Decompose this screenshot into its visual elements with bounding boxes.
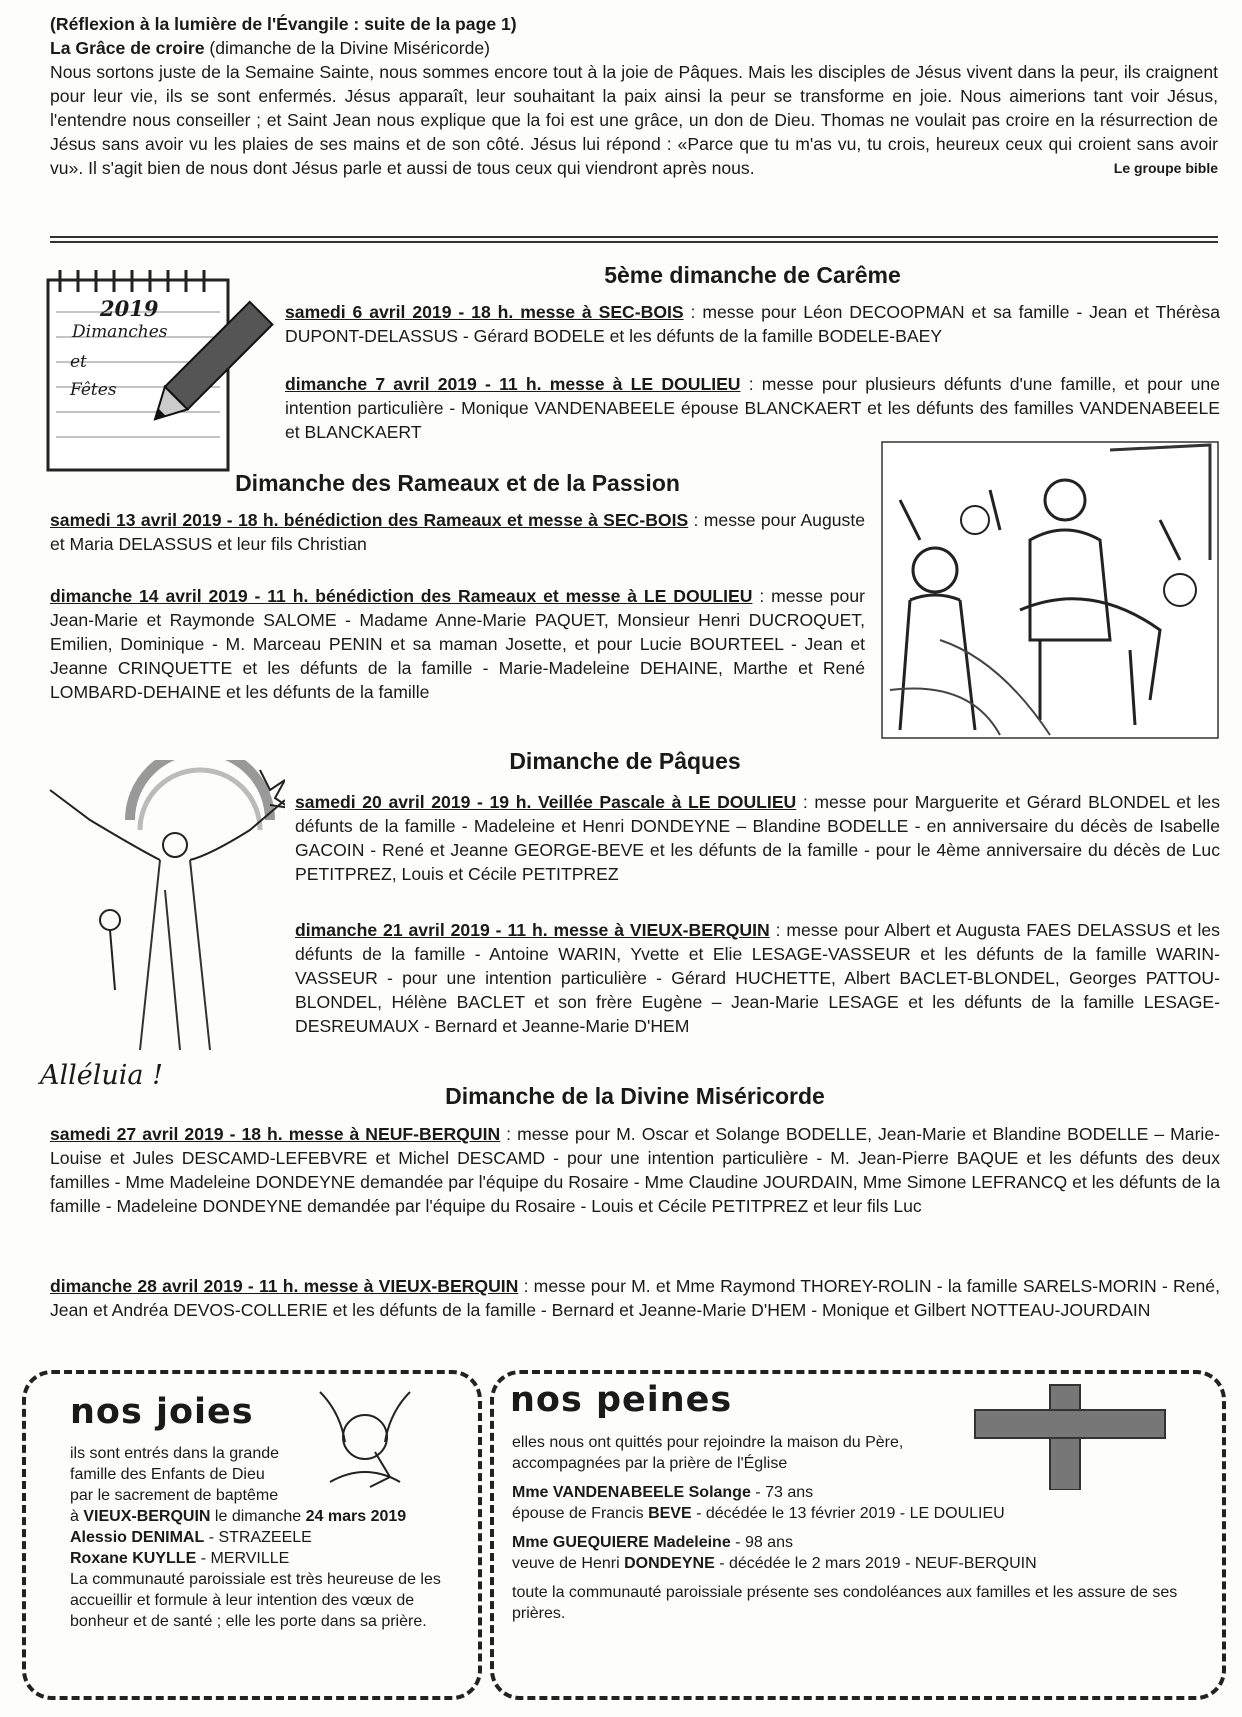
nos-peines-title: nos peines <box>510 1380 733 1420</box>
deceased-death: - décédée le 2 mars 2019 - NEUF-BERQUIN <box>714 1555 1037 1572</box>
entry-14-avril <box>50 584 865 704</box>
intro-subheading-note: (dimanche de la Divine Miséricorde) <box>204 38 491 58</box>
entry-date: samedi 6 avril 2019 - 18 h. messe à SEC-BOIS <box>285 302 684 322</box>
intro-text: Nous sortons juste de la Semaine Sainte, nous sommes encore tout à la joie de Pâques. Mais les disciples de Jésus vivent dans la peur, ils craignent pour leur vie, ils se sont enfermés. Jésus apparaît, leur souhaitant la paix ainsi la peur se transforme en joie. Nous aimerions tant voir Jésus, l'entendre nous conseiller ; et Saint Jean nous explique que la foi est une grâce, un don de Dieu. Thomas ne voulait pas croire en la résurrection de Jésus sans avoir vu les plaies de ses mains et de son côté. Jésus lui répond : «Parce que tu m'as vu, tu crois, heureux ceux qui croient sans avoir vu». Il s'agit bien de nous dont Jésus parle et aussi de tous ceux qui viendront après nous. <box>50 62 1218 178</box>
entry-13-avril <box>50 508 865 556</box>
calendar-line3: Fêtes <box>70 380 117 400</box>
deceased-entry <box>512 1532 1202 1553</box>
calendar-line1: Dimanches <box>72 322 168 342</box>
section-title-paques: Dimanche de Pâques <box>509 748 741 774</box>
joies-line: ils sont entrés dans la grande <box>70 1445 280 1462</box>
deceased-relation: veuve de Henri <box>512 1555 625 1572</box>
entry-text: : messe pour Auguste et Maria DELASSUS et leur fils Christian <box>50 510 866 554</box>
peines-closing: toute la communauté paroissiale présente ses condoléances aux familles et les assure de ses prières. <box>512 1584 1178 1622</box>
alleluia-caption: Alléluia ! <box>40 1060 163 1091</box>
nos-peines-content <box>512 1432 1202 1624</box>
deceased-spouse: BEVE <box>648 1505 692 1522</box>
baptized-child <box>70 1548 450 1569</box>
deceased-death: - décédée le 13 février 2019 - LE DOULIEU <box>691 1505 1005 1522</box>
child-town: - MERVILLE <box>196 1550 290 1567</box>
entry-7-avril <box>285 372 1220 444</box>
entry-date: dimanche 7 avril 2019 - 11 h. messe à LE DOULIEU <box>285 374 741 394</box>
entry-text: : messe pour plusieurs défunts d'une famille, et pour une intention particulière - Monique VANDENABEELE épouse BLANCKAERT et les défunts des familles VANDENABEELE et BLANCKAERT <box>285 374 1220 442</box>
intro-heading: (Réflexion à la lumière de l'Évangile : suite de la page 1) <box>50 14 517 34</box>
deceased-relation: épouse de Francis <box>512 1505 649 1522</box>
entry-text: : messe pour M. et Mme Raymond THOREY-ROLIN - la famille SARELS-MORIN - René, Jean et Andréa DEVOS-COLLERIE et les défunts de la famille - Bernard et Jeanne-Marie D'HEM - Monique et Gilbert NOTTEAU-JOURDAIN <box>50 1276 1220 1320</box>
nos-joies-content <box>70 1443 450 1632</box>
intro-section <box>50 12 1218 176</box>
deceased-name: Mme GUEQUIERE Madeleine <box>512 1534 731 1551</box>
entry-27-avril <box>50 1122 1220 1218</box>
intro-subheading <box>50 36 1218 60</box>
child-town: - STRAZEELE <box>204 1529 312 1546</box>
entry-date: dimanche 14 avril 2019 - 11 h. bénédiction des Rameaux et messe à LE DOULIEU <box>50 586 753 606</box>
joies-line: par le sacrement de baptême <box>70 1487 279 1504</box>
joies-place-mid: le dimanche <box>210 1508 306 1525</box>
child-name: Roxane KUYLLE <box>70 1550 197 1567</box>
joies-date: 24 mars 2019 <box>305 1508 407 1525</box>
peines-line: accompagnées par la prière de l'Église <box>512 1455 788 1472</box>
deceased-name: Mme VANDENABEELE Solange <box>512 1484 751 1501</box>
joies-place <box>70 1506 450 1527</box>
risen-christ-illustration <box>30 760 285 1100</box>
entry-date: samedi 27 avril 2019 - 18 h. messe à NEUF-BERQUIN <box>50 1124 501 1144</box>
calendar-line2: et <box>70 352 87 372</box>
intro-subheading-title: La Grâce de croire <box>50 38 205 58</box>
nos-joies-title: nos joies <box>70 1392 254 1432</box>
joies-closing: La communauté paroissiale est très heureuse de les accueillir et formule à leur intention des vœux de bonheur et de santé ; elle les porte dans sa prière. <box>70 1571 441 1630</box>
entry-text: : messe pour M. Oscar et Solange BODELLE, Jean-Marie et Blandine BODELLE – Marie-Louise et Jules DESCAMD-LEFEBVRE et Michel DESCAMD - pour une intention particulière - M. Jean-Pierre BAQUE et les défunts des deux familles - Mme Madeleine DONDEYNE demandée par l'équipe du Rosaire - Mme Claudine JOURDAIN, Mme Simone LEFRANCQ et les défunts de la famille - Madeleine DONDEYNE demandée par l'équipe du Rosaire - Louis et Cécile PETITPREZ et leur fils Luc <box>50 1124 1220 1216</box>
entry-text: : messe pour Marguerite et Gérard BLONDEL et les défunts de la famille - Madeleine et Henri DONDEYNE – Blandine BODELLE - en anniversaire du décès de Isabelle GACOIN - René et Jeanne GEORGE-BEVE et les défunts de la famille - pour le 4ème anniversaire du décès de Luc PETITPREZ, Louis et Cécile PETITPREZ <box>295 792 1220 884</box>
entry-28-avril <box>50 1274 1220 1322</box>
deceased-age: - 98 ans <box>730 1534 793 1551</box>
deceased-age: - 73 ans <box>750 1484 814 1501</box>
entry-text: : messe pour Albert et Augusta FAES DELASSUS et les défunts de la famille - Antoine WARIN, Yvette et Elie LESAGE-VASSEUR et les défunts de la famille WARIN-VASSEUR - pour une intention particulière - Gérard HUCHETTE, Albert BACLET-BLONDEL, Georges PATTOU-BLONDEL, Hélène BACLET et son frère Eugène – Jean-Marie LESAGE et les défunts de la famille LESAGE-DESREUMAUX - Bernard et Jeanne-Marie D'HEM <box>295 920 1220 1036</box>
peines-line: elles nous ont quittés pour rejoindre la maison du Père, <box>512 1434 904 1451</box>
deceased-detail <box>512 1503 1202 1524</box>
calendar-year: 2019 <box>100 296 159 321</box>
baptized-child <box>70 1527 450 1548</box>
joies-line: famille des Enfants de Dieu <box>70 1466 265 1483</box>
entry-date: dimanche 21 avril 2019 - 11 h. messe à VIEUX-BERQUIN <box>295 920 770 940</box>
child-name: Alessio DENIMAL <box>70 1529 205 1546</box>
section-title-careme: 5ème dimanche de Carême <box>604 262 901 288</box>
palm-sunday-illustration <box>880 440 1220 740</box>
deceased-spouse: DONDEYNE <box>624 1555 715 1572</box>
deceased-entry <box>512 1482 1202 1503</box>
entry-date: samedi 20 avril 2019 - 19 h. Veillée Pascale à LE DOULIEU <box>295 792 797 812</box>
section-title-misericorde: Dimanche de la Divine Miséricorde <box>445 1083 825 1109</box>
joies-place-prefix: à <box>70 1508 84 1525</box>
entry-date: samedi 13 avril 2019 - 18 h. bénédiction des Rameaux et messe à SEC-BOIS <box>50 510 689 530</box>
entry-text: : messe pour Jean-Marie et Raymonde SALOME - Madame Anne-Marie PAQUET, Monsieur Henri DUCROQUET, Emilien, Dominique - M. Marceau PENIN et sa maman Josette, et pour Lucie BOURTEEL - Jean et Jeanne CRINQUETTE et les défunts de la famille - Marie-Madeleine DEHAINE, Marthe et René LOMBARD-DEHAINE et les défunts de la famille <box>50 586 865 702</box>
entry-21-avril <box>295 918 1220 1038</box>
entry-date: dimanche 28 avril 2019 - 11 h. messe à VIEUX-BERQUIN <box>50 1276 519 1296</box>
entry-20-avril <box>295 790 1220 886</box>
joies-town: VIEUX-BERQUIN <box>83 1508 211 1525</box>
entry-6-avril <box>285 300 1220 348</box>
divider <box>50 236 1218 243</box>
calendar-pencil-image <box>40 262 275 477</box>
section-title-rameaux: Dimanche des Rameaux et de la Passion <box>235 470 680 496</box>
entry-text: : messe pour Léon DECOOPMAN et sa famille - Jean et Thérèsa DUPONT-DELASSUS - Gérard BODELE et les défunts de la famille BODELE-BAEY <box>285 302 1220 346</box>
intro-signature: Le groupe bible <box>1113 160 1218 176</box>
deceased-detail <box>512 1553 1202 1574</box>
